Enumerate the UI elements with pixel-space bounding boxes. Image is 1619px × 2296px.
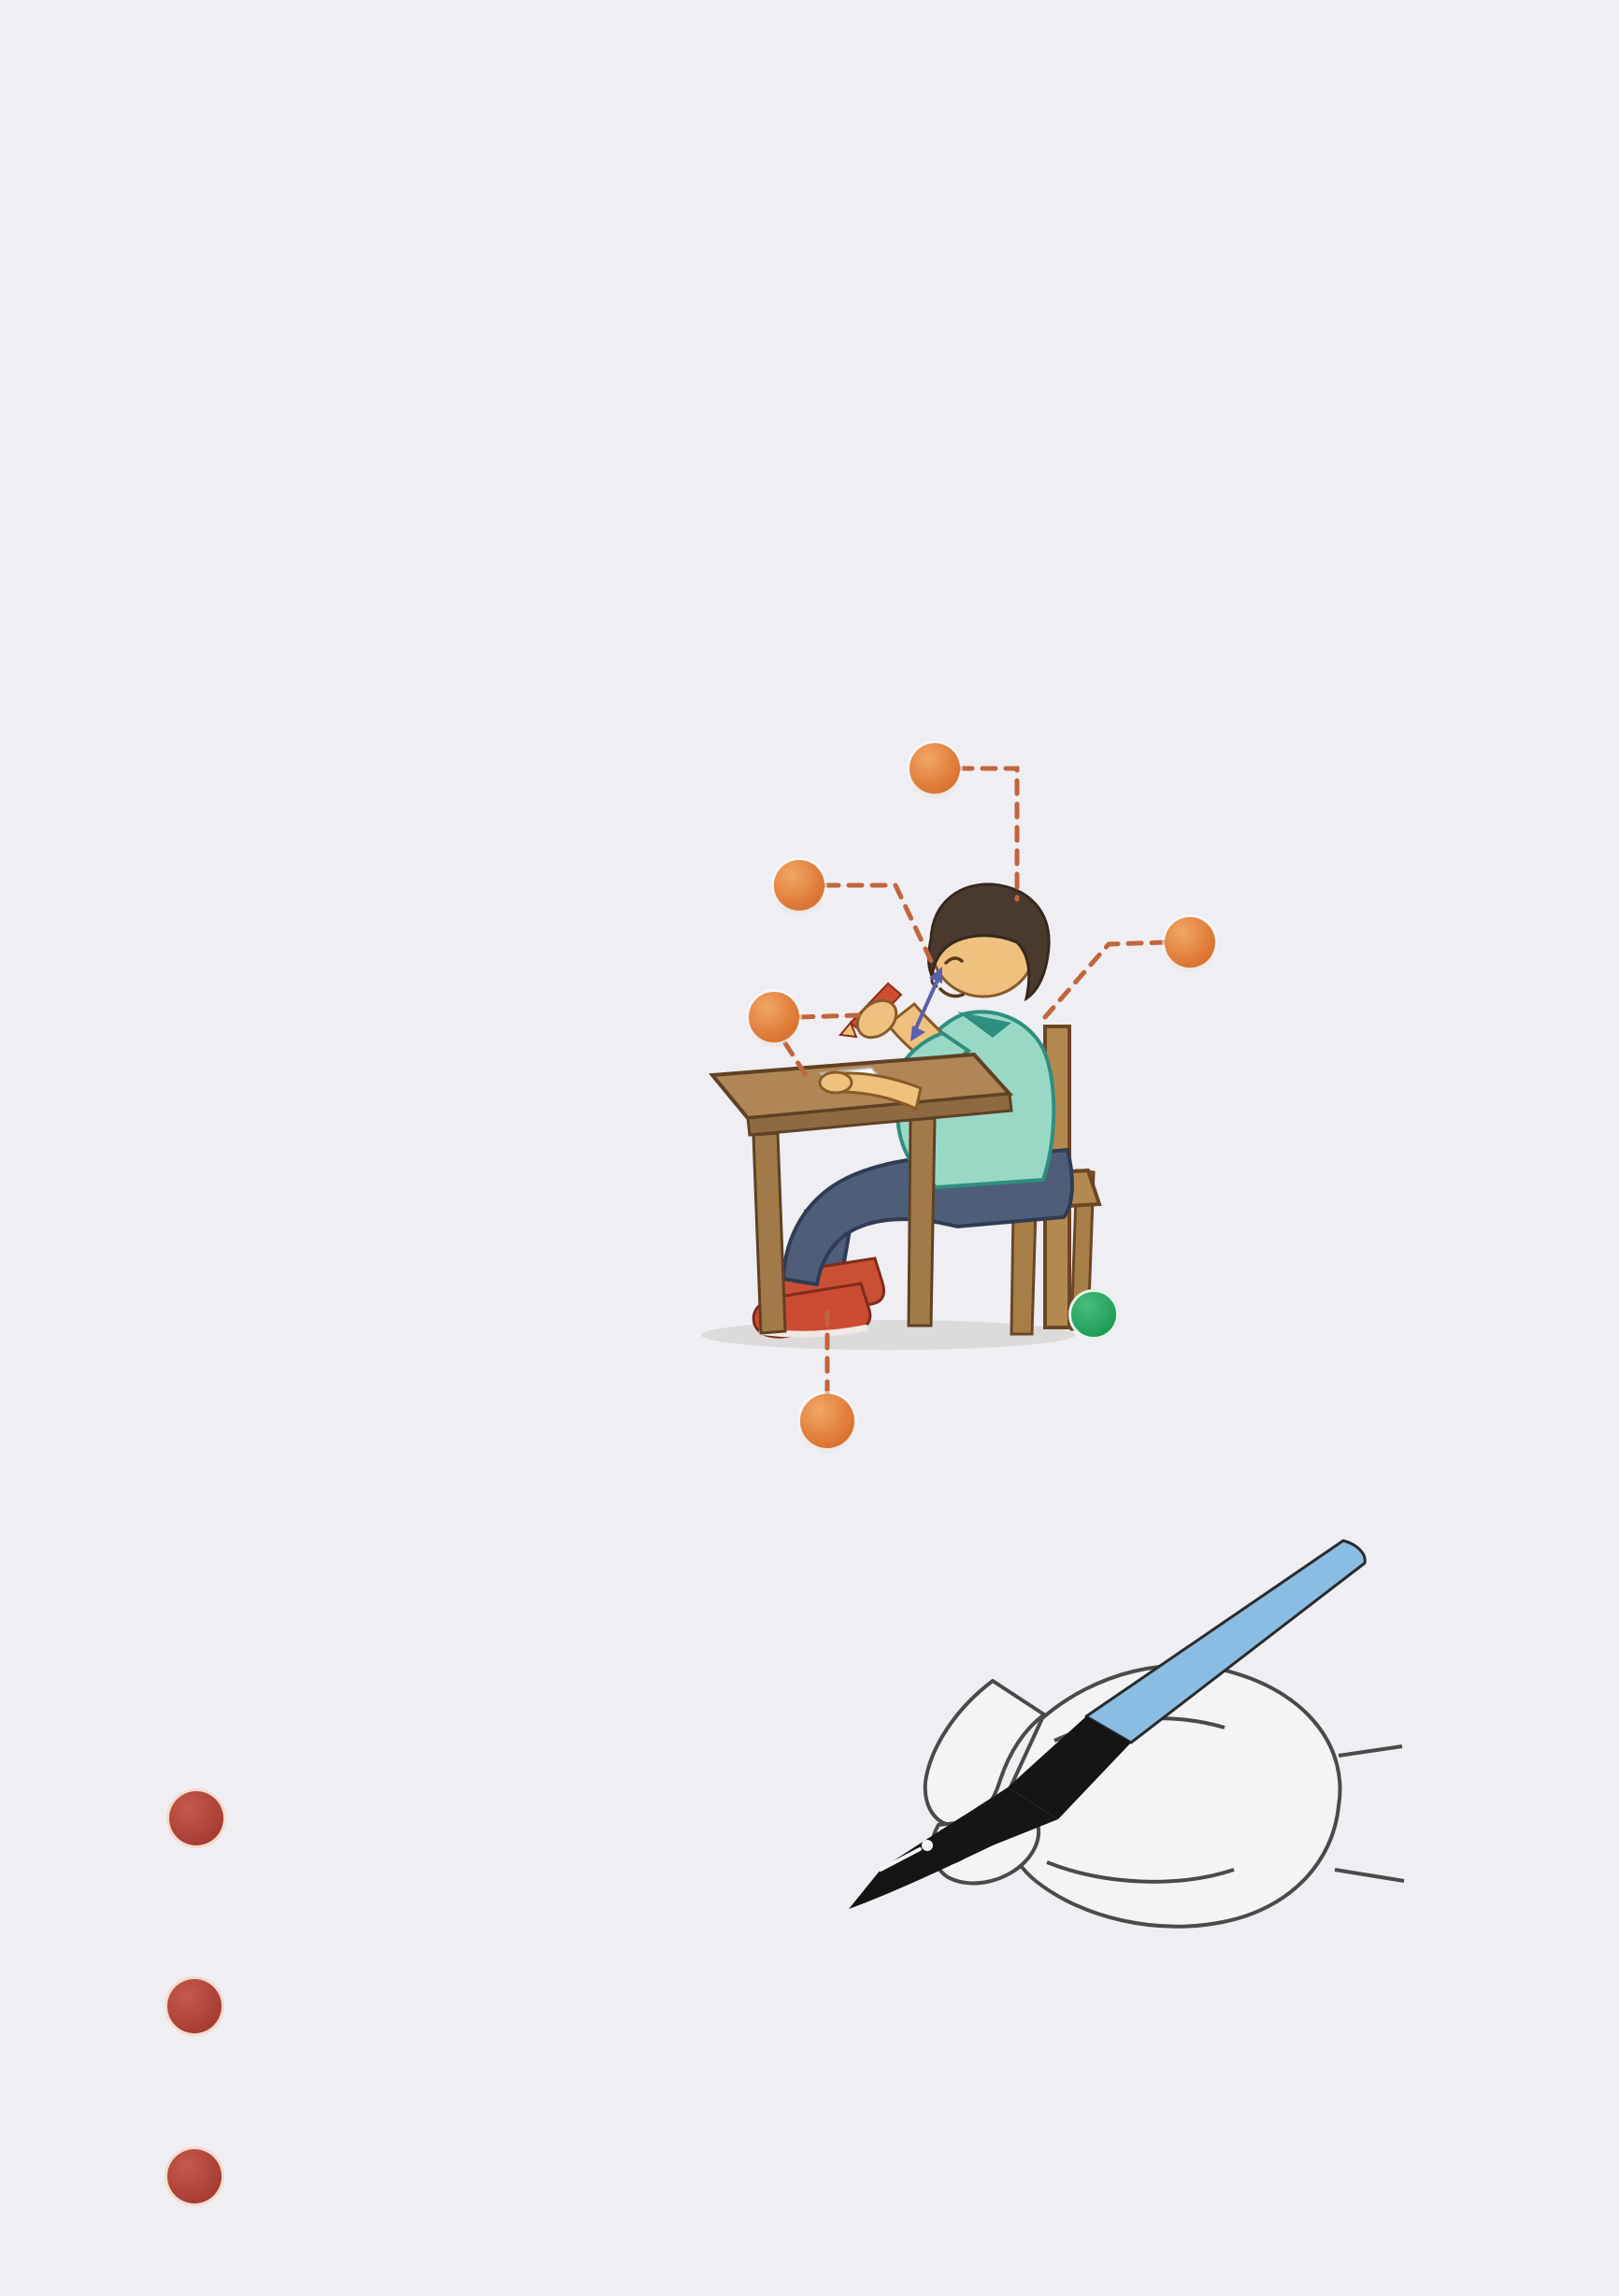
boy-head <box>928 884 1049 998</box>
connector-callout-1 <box>1045 942 1165 1017</box>
callout-badge-5 <box>800 1394 854 1448</box>
check-circle-icon <box>1068 1289 1119 1340</box>
callout-badge-2 <box>910 743 960 794</box>
item-badge-1 <box>169 1791 223 1845</box>
pen-grip-illustration <box>849 1541 1404 1927</box>
callout-badge-3 <box>774 860 824 911</box>
item-badge-2 <box>167 1979 222 2033</box>
sitting-posture-illustration <box>701 884 1099 1350</box>
item-badge-3 <box>167 2149 222 2203</box>
callout-badge-1 <box>1165 917 1215 968</box>
connector-callout-3 <box>825 885 933 965</box>
connector-callout-4a <box>800 1015 858 1017</box>
callout-badge-4 <box>749 992 799 1042</box>
connector-callout-2 <box>959 768 1017 899</box>
